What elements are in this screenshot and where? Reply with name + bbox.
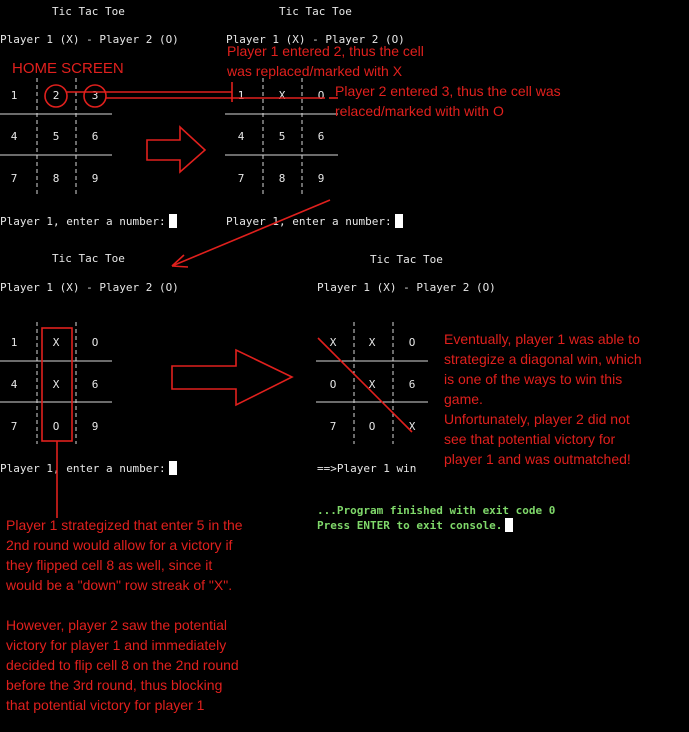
program-finished-message: ...Program finished with exit code 0: [317, 504, 556, 517]
board-cell: 1: [10, 336, 18, 349]
prompt-text: Player 1, enter a number:: [0, 215, 166, 228]
board-cell: 7: [10, 172, 18, 185]
board-cell: 1: [237, 89, 245, 102]
note-line: However, player 2 saw the potential: [6, 617, 228, 633]
note-line: that potential victory for player 1: [6, 697, 205, 713]
board-cell: 6: [408, 378, 416, 391]
board-cell: X: [329, 336, 337, 349]
screen4-title: Tic Tac Toe: [370, 253, 443, 266]
board-cell: 5: [52, 130, 60, 143]
board-cell: 6: [91, 130, 99, 143]
board-cell: 5: [278, 130, 286, 143]
board-cell: 4: [10, 130, 18, 143]
prompt-text: Player 1, enter a number:: [226, 215, 392, 228]
board-cell: O: [329, 378, 337, 391]
screen1-players: Player 1 (X) - Player 2 (O): [0, 33, 179, 46]
note-line: Eventually, player 1 was able to: [444, 331, 640, 347]
note-line: was replaced/marked with X: [227, 63, 403, 79]
diagonal-win-note: [444, 329, 642, 469]
column-highlight-box: [42, 328, 72, 441]
strategy-note: [6, 515, 243, 715]
note-line: player 1 and was outmatched!: [444, 451, 631, 467]
screen1-title: Tic Tac Toe: [52, 5, 125, 18]
note-line: they flipped cell 8 as well, since it: [6, 557, 213, 573]
board-cell: 7: [237, 172, 245, 185]
note-line: 2nd round would allow for a victory if: [6, 537, 233, 553]
screen3-players: Player 1 (X) - Player 2 (O): [0, 281, 179, 294]
board-cell: 7: [10, 420, 18, 433]
circle-cell-3: [84, 85, 106, 107]
board-cell: X: [368, 336, 376, 349]
note-line: game.: [444, 391, 483, 407]
board-cell: 4: [237, 130, 245, 143]
home-screen-label: HOME SCREEN: [12, 60, 124, 77]
arrow-right-2: [172, 350, 292, 405]
board-cell: O: [368, 420, 376, 433]
board-cell: 4: [10, 378, 18, 391]
board-cell: O: [52, 420, 60, 433]
screen3-title: Tic Tac Toe: [52, 252, 125, 265]
board-cell: X: [278, 89, 286, 102]
prompt-text: Player 1, enter a number:: [0, 462, 166, 475]
p1-entered-note: [227, 41, 424, 81]
diagonal-win-line: [318, 338, 412, 432]
note-line: before the 3rd round, thus blocking: [6, 677, 223, 693]
press-enter-text: Press ENTER to exit console.: [317, 519, 503, 532]
note-line: Unfortunately, player 2 did not: [444, 411, 630, 427]
board-cell: 9: [91, 420, 99, 433]
board-cell: 2: [52, 89, 60, 102]
red-annotations: [42, 82, 412, 518]
arrow-right-1: [147, 127, 205, 172]
p2-entered-note: [335, 81, 561, 121]
board-cell: O: [408, 336, 416, 349]
board-cell: 8: [278, 172, 286, 185]
board-cell: X: [408, 420, 416, 433]
board-cell: 9: [317, 172, 325, 185]
note-spacer: [6, 595, 243, 615]
note-line: Player 1 strategized that enter 5 in the: [6, 517, 243, 533]
board-cell: O: [91, 336, 99, 349]
board-cell: 6: [317, 130, 325, 143]
note-line: decided to flip cell 8 on the 2nd round: [6, 657, 239, 673]
board-cell: 3: [91, 89, 99, 102]
board-cell: X: [52, 378, 60, 391]
board-cell: 1: [10, 89, 18, 102]
note-line: see that potential victory for: [444, 431, 616, 447]
note-line: is one of the ways to win this: [444, 371, 623, 387]
board-cell: 9: [91, 172, 99, 185]
note-line: Player 1 entered 2, thus the cell: [227, 43, 424, 59]
note-line: relaced/marked with with O: [335, 103, 504, 119]
screen4-players: Player 1 (X) - Player 2 (O): [317, 281, 496, 294]
board-cell: 8: [52, 172, 60, 185]
circle-cell-2: [45, 85, 67, 107]
note-line: strategize a diagonal win, which: [444, 351, 642, 367]
win-message: ==>Player 1 win: [317, 462, 417, 475]
note-line: victory for player 1 and immediately: [6, 637, 227, 653]
board-cell: X: [52, 336, 60, 349]
board-cell: 7: [329, 420, 337, 433]
note-line: Player 2 entered 3, thus the cell was: [335, 83, 561, 99]
board-cell: O: [317, 89, 325, 102]
board-cell: X: [368, 378, 376, 391]
screen2-players: Player 1 (X) - Player 2 (O): [226, 33, 405, 46]
board-cell: 6: [91, 378, 99, 391]
arrow-down-left: [172, 200, 330, 266]
note-line: would be a "down" row streak of "X".: [6, 577, 233, 593]
screen2-title: Tic Tac Toe: [279, 5, 352, 18]
